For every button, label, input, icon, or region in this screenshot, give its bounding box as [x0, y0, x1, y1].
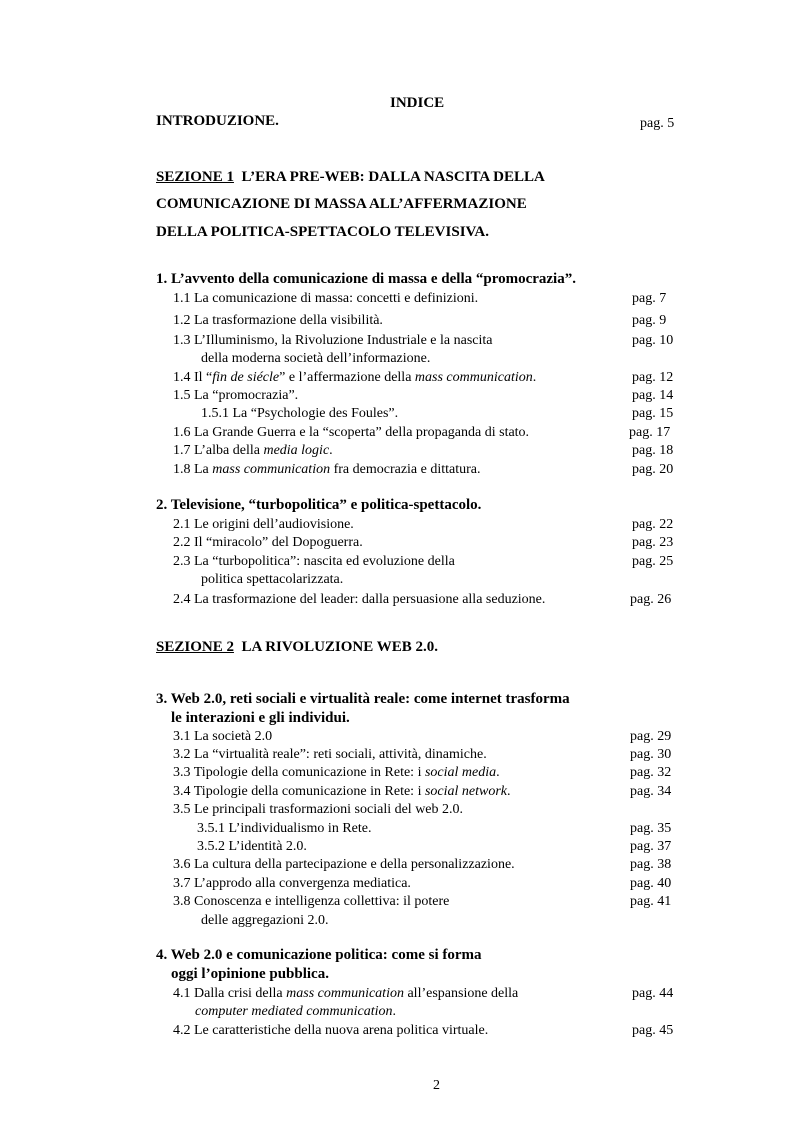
toc-page-1-2: pag. 9: [632, 313, 667, 328]
toc-entry-2-3-cont: politica spettacolarizzata.: [201, 572, 344, 587]
toc-entry-2-2: 2.2 Il “miracolo” del Dopoguerra.: [173, 535, 363, 550]
toc-entry-1-4-italic2: mass communication: [414, 370, 533, 385]
toc-page-3-5-2: pag. 37: [630, 839, 672, 854]
toc-entry-3-4-italic: social network: [424, 784, 508, 799]
section2-label: SEZIONE 2: [156, 639, 234, 655]
chapter3-title: 3. Web 2.0, reti sociali e virtualità reale: come internet trasforma: [156, 691, 570, 707]
toc-page-2-3: pag. 25: [632, 554, 674, 569]
toc-entry-1-8-pre: 1.8 La: [173, 462, 213, 477]
toc-entry-1-3: 1.3 L’Illuminismo, la Rivoluzione Industriale e la nascita: [173, 333, 493, 348]
toc-entry-4-1-italic2: computer mediated communication: [195, 1004, 393, 1019]
toc-entry-1-5-1: 1.5.1 La “Psychologie des Foules”.: [201, 406, 399, 421]
toc-entry-1-4: [173, 369, 536, 386]
toc-page-1-1: pag. 7: [632, 291, 667, 306]
toc-page-4-2: pag. 45: [632, 1023, 674, 1038]
toc-entry-1-2: 1.2 La trasformazione della visibilità.: [173, 313, 383, 328]
toc-entry-1-1: 1.1 La comunicazione di massa: concetti e definizioni.: [173, 291, 479, 306]
toc-entry-1-4-post: .: [532, 370, 537, 385]
toc-entry-1-6: 1.6 La Grande Guerra e la “scoperta” della propaganda di stato.: [173, 425, 530, 440]
toc-entry-3-3: [173, 764, 500, 781]
toc-entry-1-7-post: .: [329, 443, 333, 458]
toc-entry-4-1-post: all’espansione della: [403, 986, 519, 1001]
section2-heading: [156, 639, 438, 656]
toc-page-1-7: pag. 18: [632, 443, 674, 458]
toc-entry-3-4: [173, 783, 511, 800]
toc-page-3-2: pag. 30: [630, 747, 672, 762]
toc-entry-2-4: 2.4 La trasformazione del leader: dalla persuasione alla seduzione.: [173, 592, 546, 607]
toc-entry-1-3-cont: della moderna società dell’informazione.: [201, 351, 431, 366]
toc-page-1-8: pag. 20: [632, 462, 674, 477]
chapter4-title: 4. Web 2.0 e comunicazione politica: come si forma: [156, 947, 482, 963]
section1-line3: DELLA POLITICA-SPETTACOLO TELEVISIVA.: [156, 224, 490, 240]
toc-entry-1-5: 1.5 La “promocrazia”.: [173, 388, 299, 403]
toc-entry-4-1-italic: mass communication: [286, 986, 404, 1001]
section1-heading: [156, 169, 545, 186]
toc-page-3-7: pag. 40: [630, 876, 672, 891]
toc-entry-3-3-pre: 3.3 Tipologie della comunicazione in Rete: i: [173, 765, 425, 780]
toc-entry-3-7: 3.7 L’approdo alla convergenza mediatica.: [173, 876, 411, 891]
toc-page-2-1: pag. 22: [632, 517, 674, 532]
toc-entry-3-1: 3.1 La società 2.0: [173, 729, 273, 744]
toc-page-3-4: pag. 34: [630, 784, 672, 799]
toc-entry-1-4-pre: 1.4 Il “: [173, 370, 213, 385]
toc-page-2-4: pag. 26: [630, 592, 672, 607]
toc-entry-3-5-2: 3.5.2 L’identità 2.0.: [197, 839, 307, 854]
toc-entry-3-2: 3.2 La “virtualità reale”: reti sociali, attività, dinamiche.: [173, 747, 487, 762]
toc-entry-1-8: [173, 461, 481, 478]
chapter1-title: 1. L’avvento della comunicazione di massa e della “promocrazia”.: [156, 271, 576, 287]
toc-entry-3-3-post: .: [496, 765, 500, 780]
toc-entry-3-4-pre: 3.4 Tipologie della comunicazione in Rete: i: [173, 784, 425, 799]
toc-entry-4-1-cont: [195, 1003, 396, 1020]
toc-page-3-3: pag. 32: [630, 765, 672, 780]
toc-entry-2-3: 2.3 La “turbopolitica”: nascita ed evoluzione della: [173, 554, 455, 569]
toc-entry-1-8-italic: mass communication: [212, 462, 331, 477]
section2-title: LA RIVOLUZIONE WEB 2.0.: [241, 639, 439, 655]
toc-entry-1-7-italic: media logic: [263, 443, 330, 458]
section1-label: SEZIONE 1: [156, 169, 234, 185]
toc-entry-4-1-post2: .: [392, 1004, 397, 1019]
toc-entry-4-1: [173, 985, 518, 1002]
toc-page-1-4: pag. 12: [632, 370, 674, 385]
toc-entry-3-8-cont: delle aggregazioni 2.0.: [201, 913, 329, 928]
page-number: 2: [433, 1078, 440, 1093]
toc-entry-3-6: 3.6 La cultura della partecipazione e della personalizzazione.: [173, 857, 515, 872]
toc-page-3-8: pag. 41: [630, 894, 672, 909]
toc-entry-1-4-italic: fin de siécle: [212, 370, 280, 385]
toc-entry-1-4-mid: ” e l’affermazione della: [279, 370, 415, 385]
section1-line2: COMUNICAZIONE DI MASSA ALL’AFFERMAZIONE: [156, 196, 527, 212]
chapter2-title: 2. Televisione, “turbopolitica” e politica-spettacolo.: [156, 497, 482, 513]
chapter3-title-cont: le interazioni e gli individui.: [171, 710, 350, 726]
section1-line1: L’ERA PRE-WEB: DALLA NASCITA DELLA: [241, 169, 545, 185]
toc-entry-4-2: 4.2 Le caratteristiche della nuova arena politica virtuale.: [173, 1023, 489, 1038]
toc-entry-3-5-1: 3.5.1 L’individualismo in Rete.: [197, 821, 372, 836]
toc-page-3-5-1: pag. 35: [630, 821, 672, 836]
toc-entry-3-8: 3.8 Conoscenza e intelligenza collettiva: il potere: [173, 894, 450, 909]
toc-entry-4-1-pre: 4.1 Dalla crisi della: [173, 986, 287, 1001]
toc-page-1-5: pag. 14: [632, 388, 674, 403]
toc-page-2-2: pag. 23: [632, 535, 674, 550]
toc-page-3-6: pag. 38: [630, 857, 672, 872]
page-title: INDICE: [390, 95, 445, 111]
intro-page: pag. 5: [640, 116, 675, 131]
toc-page-3-1: pag. 29: [630, 729, 672, 744]
toc-entry-1-7: [173, 442, 333, 459]
toc-entry-1-7-pre: 1.7 L’alba della: [173, 443, 264, 458]
toc-entry-3-3-italic: social media: [424, 765, 497, 780]
chapter4-title-cont: oggi l’opinione pubblica.: [171, 966, 329, 982]
toc-entry-1-8-post: fra democrazia e dittatura.: [330, 462, 481, 477]
toc-entry-3-5: 3.5 Le principali trasformazioni sociali del web 2.0.: [173, 802, 464, 817]
toc-page-4-1: pag. 44: [632, 986, 674, 1001]
toc-page-1-6: pag. 17: [629, 425, 671, 440]
toc-entry-2-1: 2.1 Le origini dell’audiovisione.: [173, 517, 354, 532]
toc-entry-3-4-post: .: [507, 784, 511, 799]
toc-page-1-3: pag. 10: [632, 333, 674, 348]
intro-label: INTRODUZIONE.: [156, 113, 279, 129]
toc-page-1-5-1: pag. 15: [632, 406, 674, 421]
